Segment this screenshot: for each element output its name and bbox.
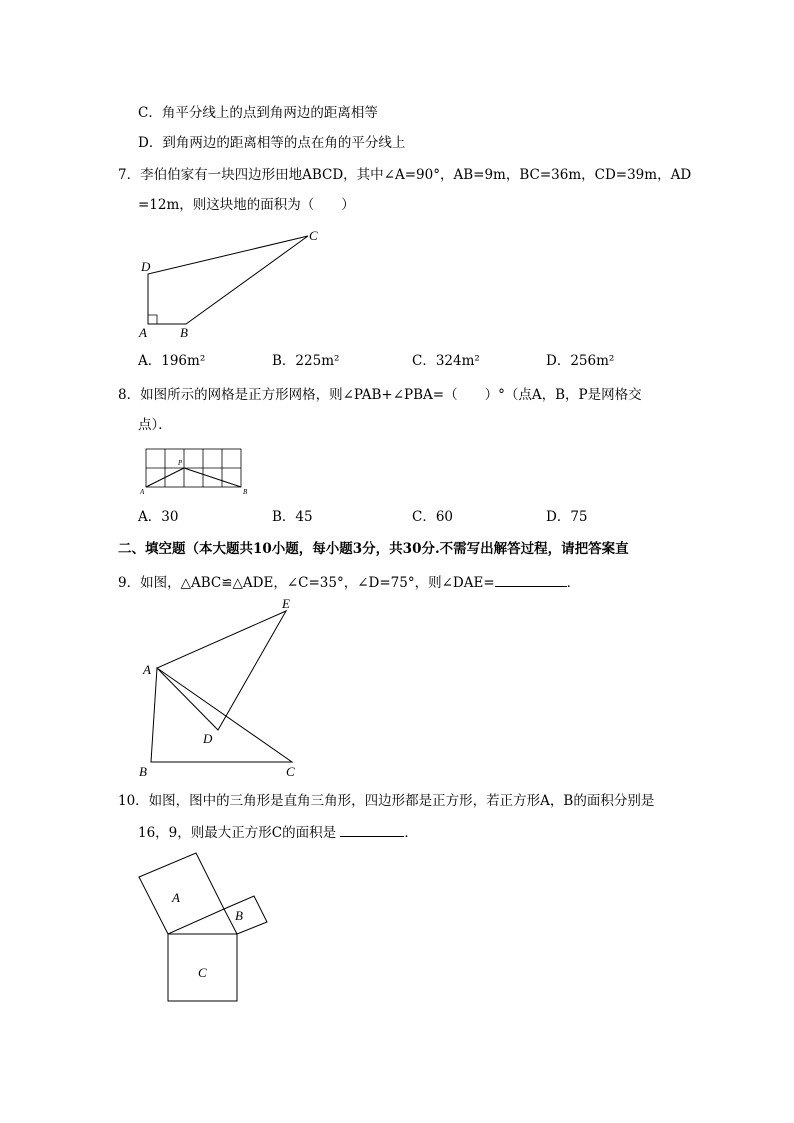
q7-option-a[interactable]: A．196m² bbox=[138, 353, 206, 369]
q9-stem bbox=[118, 572, 580, 592]
q10-label-b: B bbox=[235, 908, 243, 923]
q6-option-d: D．到角两边的距离相等的点在角的平分线上 bbox=[138, 135, 406, 151]
q8-option-c[interactable]: C．60 bbox=[412, 509, 454, 525]
q10-square-b bbox=[224, 896, 267, 934]
q10-stem-end: ． bbox=[404, 825, 418, 841]
q9-answer-blank[interactable] bbox=[495, 572, 567, 587]
q9-label-b: B bbox=[139, 764, 147, 779]
q10-label-a: A bbox=[172, 890, 180, 905]
q8-stem-line1: 8．如图所示的网格是正方形网格，则∠PAB+∠PBA=（ ）°（点A，B，P是网格交 bbox=[118, 387, 642, 403]
q10-label-c: C bbox=[198, 965, 207, 980]
q7-option-c[interactable]: C．324m² bbox=[412, 353, 480, 369]
q9-triangle-ade bbox=[157, 611, 286, 730]
q7-label-c: C bbox=[309, 228, 318, 243]
q8-segment-pb bbox=[184, 468, 241, 487]
q7-label-d: D bbox=[141, 259, 151, 274]
q7-quadrilateral bbox=[148, 236, 308, 324]
section2-heading: 二、填空题（本大题共10小题，每小题3分，共30分.不需写出解答过程，请把答案直 bbox=[118, 541, 629, 557]
q8-option-a[interactable]: A．30 bbox=[138, 509, 179, 525]
q7-right-angle-mark bbox=[148, 315, 157, 324]
q9-triangle-abc bbox=[151, 668, 292, 762]
q10-answer-blank[interactable] bbox=[340, 822, 404, 837]
q7-label-a: A bbox=[139, 325, 147, 340]
q8-option-b[interactable]: B．45 bbox=[272, 509, 313, 525]
q9-stem-text: 9．如图，△ABC≌△ADE，∠C=35°，∠D=75°，则∠DAE= bbox=[118, 575, 495, 591]
q8-stem-line2: 点）． bbox=[138, 417, 172, 433]
q9-label-a: A bbox=[143, 662, 151, 677]
q9-stem-end: ． bbox=[566, 575, 581, 591]
q7-stem-line2: =12m，则这块地的面积为（ ） bbox=[138, 197, 355, 213]
q10-square-a bbox=[139, 853, 224, 934]
q6-option-c: C．角平分线上的点到角两边的距离相等 bbox=[138, 105, 378, 121]
q10-stem-line1: 10．如图，图中的三角形是直角三角形，四边形都是正方形，若正方形A，B的面积分别是 bbox=[118, 793, 655, 809]
q8-segment-pa bbox=[146, 468, 184, 487]
q10-stem-text: 16，9，则最大正方形C的面积是 bbox=[138, 825, 337, 841]
q8-option-d[interactable]: D．75 bbox=[546, 509, 588, 525]
q8-label-p: P bbox=[178, 459, 183, 467]
q9-label-e: E bbox=[282, 596, 290, 611]
q7-label-b: B bbox=[180, 325, 188, 340]
q7-stem-line1: 7．李伯伯家有一块四边形田地ABCD，其中∠A=90°，AB=9m，BC=36m，CD=39m，AD bbox=[118, 167, 692, 183]
q10-square-c bbox=[168, 934, 237, 1001]
q9-label-d: D bbox=[203, 731, 213, 746]
q8-label-a: A bbox=[140, 488, 145, 496]
q7-option-b[interactable]: B．225m² bbox=[272, 353, 340, 369]
q9-label-c: C bbox=[286, 764, 295, 779]
q7-option-d[interactable]: D．256m² bbox=[546, 353, 615, 369]
q10-stem-line2 bbox=[138, 822, 418, 842]
q8-label-b: B bbox=[243, 488, 248, 496]
